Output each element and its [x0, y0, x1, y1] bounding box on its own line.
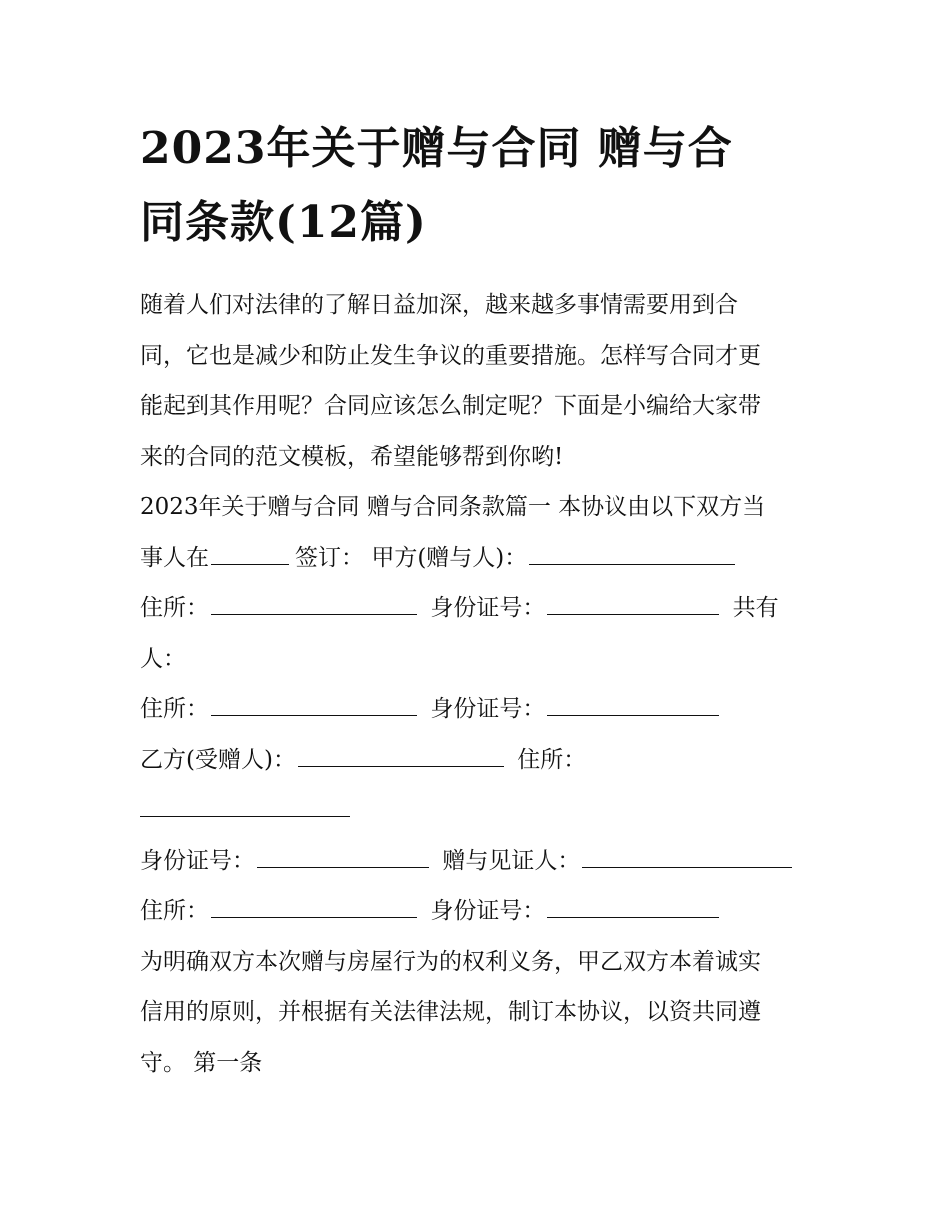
id-label: 身份证号： — [430, 696, 546, 722]
intro-line: 同，它也是减少和防止发生争议的重要措施。怎样写合同才更 — [140, 342, 761, 369]
party-b-row — [140, 735, 820, 786]
address-label: 住所： — [140, 696, 209, 722]
party-b-id-row — [140, 836, 820, 887]
intro-paragraph — [140, 280, 820, 482]
section-heading: 2023年关于赠与合同 赠与合同条款篇一 本协议由以下双方当 — [140, 494, 766, 520]
title-line-1: 2023年关于赠与合同 赠与合 — [140, 123, 733, 174]
intro-line: 能起到其作用呢？合同应该怎么制定呢？下面是小编给大家带 — [140, 393, 761, 419]
witness-address-blank[interactable] — [211, 899, 417, 918]
document-title — [140, 112, 820, 260]
co-owner-address-blank[interactable] — [211, 697, 417, 716]
party-a-name-blank[interactable] — [529, 546, 735, 565]
party-b-name-blank[interactable] — [298, 748, 504, 767]
id-label: 身份证号： — [430, 595, 546, 621]
party-a-label: 甲方(赠与人)： — [371, 544, 528, 571]
party-b-label: 乙方(受赠人)： — [140, 746, 296, 773]
address-label: 住所： — [517, 746, 587, 773]
document-page — [140, 112, 820, 1088]
id-label: 身份证号： — [140, 847, 255, 874]
co-owner-label-cont: 人： — [140, 645, 186, 672]
co-owner-address-row — [140, 684, 820, 735]
party-b-address-row — [140, 785, 820, 836]
witness-id-blank[interactable] — [547, 899, 719, 918]
witness-label: 赠与见证人： — [442, 847, 581, 874]
co-owner-id-blank[interactable] — [547, 697, 719, 716]
closing-line: 守。 第一条 — [140, 1049, 263, 1076]
party-a-address-row — [140, 583, 820, 634]
intro-line: 来的合同的范文模板，希望能够帮到你哟! — [140, 443, 564, 470]
party-a-id-blank[interactable] — [547, 596, 719, 615]
witness-address-row — [140, 886, 820, 937]
intro-line: 随着人们对法律的了解日益加深，越来越多事情需要用到合 — [140, 292, 738, 318]
witness-name-blank[interactable] — [582, 849, 792, 868]
address-label: 住所： — [140, 898, 209, 924]
sign-prefix: 事人在 — [140, 544, 209, 571]
party-a-address-blank[interactable] — [211, 596, 417, 615]
signing-row — [140, 533, 820, 584]
address-label: 住所： — [140, 595, 209, 621]
sign-suffix: 签订： — [295, 544, 364, 571]
co-owner-row — [140, 634, 820, 685]
id-label: 身份证号： — [430, 898, 546, 924]
sign-location-blank[interactable] — [211, 546, 289, 565]
party-b-address-blank[interactable] — [140, 798, 350, 817]
closing-line: 为明确双方本次赠与房屋行为的权利义务，甲乙双方本着诚实 — [140, 948, 761, 975]
title-line-2: 同条款(12篇) — [140, 197, 427, 248]
party-b-id-blank[interactable] — [257, 849, 429, 868]
co-owner-label: 共有 — [732, 595, 779, 621]
contract-body — [140, 482, 820, 1088]
closing-line: 信用的原则，并根据有关法律法规，制订本协议，以资共同遵 — [140, 999, 761, 1025]
